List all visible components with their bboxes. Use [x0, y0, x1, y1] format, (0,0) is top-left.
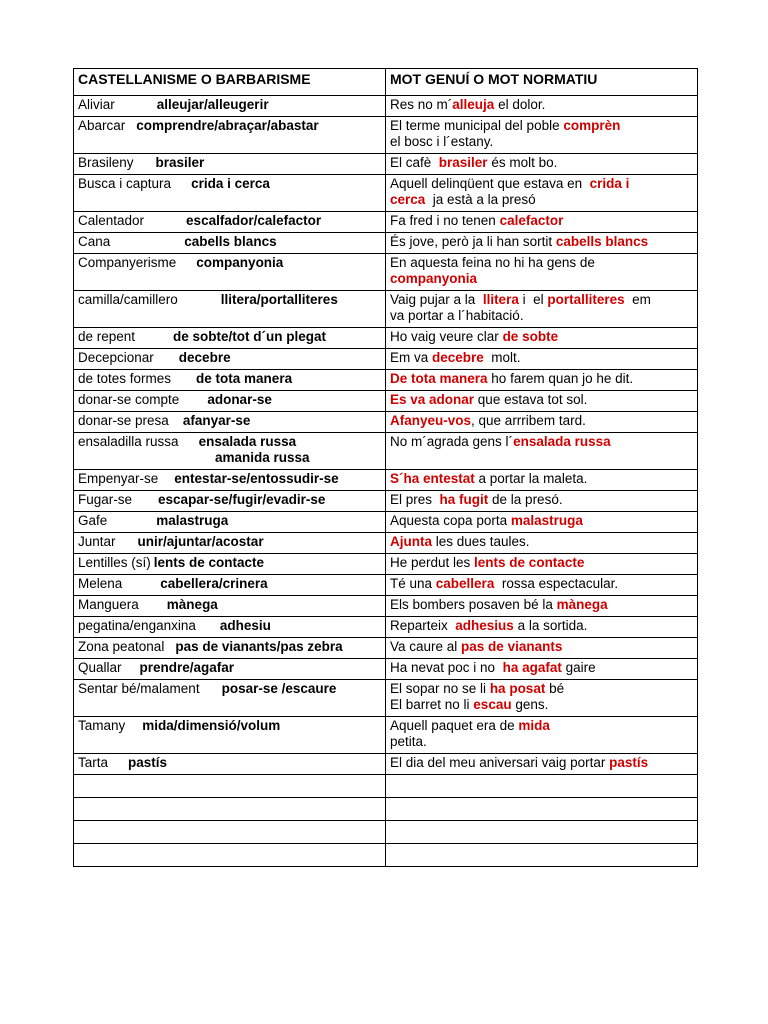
barbarism-cell — [74, 717, 386, 754]
barbarism-word: Empenyar-se — [78, 471, 159, 486]
barbarism-cell — [74, 554, 386, 575]
empty-cell — [386, 775, 698, 798]
example-text: gens. — [511, 697, 549, 712]
table-row — [74, 533, 698, 554]
table-row — [74, 349, 698, 370]
normative-term-alt: amanida russa — [215, 450, 310, 465]
empty-row — [74, 775, 698, 798]
example-text: Res no m´ — [390, 97, 453, 112]
empty-cell — [74, 844, 386, 867]
table-row — [74, 470, 698, 491]
highlighted-word: mida — [518, 718, 550, 733]
normative-term: lents de contacte — [153, 555, 265, 570]
normative-term: llitera/portalliteres — [220, 292, 338, 307]
barbarism-word: Zona peatonal — [78, 639, 165, 654]
example-text: molt. — [483, 350, 521, 365]
barbarism-word: de repent — [78, 329, 136, 344]
example-text: El dia del meu aniversari vaig portar — [390, 755, 610, 770]
example-cell — [386, 254, 698, 291]
barbarism-cell — [74, 470, 386, 491]
barbarism-word: donar-se compte — [78, 392, 180, 407]
table-row — [74, 254, 698, 291]
barbarism-word: de totes formes — [78, 371, 172, 386]
highlighted-word: crida i — [589, 176, 630, 191]
highlighted-word: cerca — [390, 192, 426, 207]
highlighted-word: lents de contacte — [474, 555, 585, 570]
barbarism-cell — [74, 512, 386, 533]
example-cell — [386, 659, 698, 680]
example-cell — [386, 233, 698, 254]
normative-term: entestar-se/entossudir-se — [174, 471, 339, 486]
example-text: petita. — [390, 734, 427, 749]
empty-cell — [386, 821, 698, 844]
barbarism-cell — [74, 370, 386, 391]
example-cell — [386, 617, 698, 638]
table-row — [74, 554, 698, 575]
normative-term: de tota manera — [196, 371, 293, 386]
highlighted-word: llitera — [482, 292, 519, 307]
barbarism-cell — [74, 233, 386, 254]
barbarism-cell — [74, 291, 386, 328]
example-text: de la presó. — [488, 492, 563, 507]
highlighted-word: mànega — [556, 597, 608, 612]
example-text: Fa fred i no tenen — [390, 213, 500, 228]
empty-row — [74, 844, 698, 867]
barbarism-word: Aliviar — [78, 97, 115, 112]
highlighted-word: Afanyeu-vos — [390, 413, 472, 428]
normative-term: brasiler — [155, 155, 205, 170]
table-row — [74, 154, 698, 175]
highlighted-word: cabells blancs — [555, 234, 649, 249]
example-text: bé — [545, 681, 565, 696]
example-text: a la sortida. — [513, 618, 588, 633]
example-cell — [386, 596, 698, 617]
example-cell — [386, 117, 698, 154]
example-cell — [386, 212, 698, 233]
example-cell — [386, 680, 698, 717]
normative-term: escalfador/calefactor — [186, 213, 322, 228]
barbarism-word: Tarta — [78, 755, 109, 770]
example-text: i el — [518, 292, 548, 307]
highlighted-word: cabellera — [435, 576, 495, 591]
barbarism-cell — [74, 117, 386, 154]
barbarism-word: Gafe — [78, 513, 108, 528]
example-text: ja està a la presó — [425, 192, 536, 207]
barbarism-word: Tamany — [78, 718, 126, 733]
barbarism-word: ensaladilla russa — [78, 434, 179, 449]
barbarism-cell — [74, 533, 386, 554]
barbarism-cell — [74, 754, 386, 775]
barbarism-cell — [74, 328, 386, 349]
barbarism-word: donar-se presa — [78, 413, 169, 428]
example-text: En aquesta feina no hi ha gens de — [390, 255, 595, 270]
example-text: va portar a l´habitació. — [390, 308, 524, 323]
barbarism-word: pegatina/enganxina — [78, 618, 196, 633]
example-cell — [386, 175, 698, 212]
table-row — [74, 212, 698, 233]
example-text: El barret no li — [390, 697, 474, 712]
example-text: el dolor. — [494, 97, 546, 112]
example-text: El pres — [390, 492, 440, 507]
barbarism-cell — [74, 349, 386, 370]
empty-cell — [386, 798, 698, 821]
barbarism-cell — [74, 680, 386, 717]
empty-cell — [74, 821, 386, 844]
example-text: que estava tot sol. — [474, 392, 588, 407]
barbarism-word: Manguera — [78, 597, 139, 612]
highlighted-word: brasiler — [438, 155, 488, 170]
normative-term: posar-se /escaure — [221, 681, 337, 696]
table-row — [74, 117, 698, 154]
example-cell — [386, 575, 698, 596]
normative-term: escapar-se/fugir/evadir-se — [158, 492, 326, 507]
table-row — [74, 680, 698, 717]
barbarism-word: Companyerisme — [78, 255, 177, 270]
example-text: , que arrribem tard. — [471, 413, 586, 428]
table-row — [74, 412, 698, 433]
normative-term: pastís — [128, 755, 168, 770]
highlighted-word: pastís — [609, 755, 649, 770]
example-cell — [386, 391, 698, 412]
empty-cell — [74, 775, 386, 798]
highlighted-word: ha posat — [489, 681, 546, 696]
example-cell — [386, 328, 698, 349]
example-text: les dues taules. — [432, 534, 530, 549]
barbarism-cell — [74, 391, 386, 412]
table-row — [74, 370, 698, 391]
barbarism-word: Decepcionar — [78, 350, 154, 365]
empty-cell — [386, 844, 698, 867]
empty-cell — [74, 798, 386, 821]
barbarism-word: camilla/camillero — [78, 292, 178, 307]
table-row — [74, 617, 698, 638]
normative-term: prendre/agafar — [139, 660, 235, 675]
example-text: a portar la maleta. — [474, 471, 588, 486]
highlighted-word: escau — [473, 697, 512, 712]
normative-term: adonar-se — [207, 392, 272, 407]
example-cell — [386, 638, 698, 659]
table-row — [74, 291, 698, 328]
table-row — [74, 433, 698, 470]
example-text: El cafè — [390, 155, 439, 170]
highlighted-word: ha agafat — [502, 660, 562, 675]
normative-term: cabellera/crinera — [160, 576, 268, 591]
normative-term: unir/ajuntar/acostar — [137, 534, 264, 549]
example-cell — [386, 533, 698, 554]
barbarism-cell — [74, 154, 386, 175]
barbarism-word: Cana — [78, 234, 111, 249]
normative-term: ensalada russa — [198, 434, 297, 449]
example-cell — [386, 512, 698, 533]
example-cell — [386, 412, 698, 433]
highlighted-word: adhesius — [455, 618, 514, 633]
example-text: Els bombers posaven bé la — [390, 597, 557, 612]
empty-row — [74, 798, 698, 821]
table-row — [74, 328, 698, 349]
barbarism-cell — [74, 212, 386, 233]
example-text: Aquesta copa porta — [390, 513, 511, 528]
table-row — [74, 233, 698, 254]
barbarism-word: Lentilles (sí) — [78, 555, 151, 570]
table-row — [74, 596, 698, 617]
highlighted-word: companyonia — [390, 271, 478, 286]
highlighted-word: calefactor — [499, 213, 564, 228]
table-row — [74, 512, 698, 533]
example-cell — [386, 433, 698, 470]
example-cell — [386, 96, 698, 117]
empty-row — [74, 821, 698, 844]
example-text: He perdut les — [390, 555, 475, 570]
highlighted-word: de sobte — [502, 329, 559, 344]
highlighted-word: decebre — [432, 350, 484, 365]
highlighted-word: comprèn — [563, 118, 621, 133]
highlighted-word: Ajunta — [390, 534, 432, 549]
normative-term: cabells blancs — [184, 234, 277, 249]
barbarism-cell — [74, 491, 386, 512]
normative-term: comprendre/abraçar/abastar — [136, 118, 319, 133]
highlighted-word: pas de vianants — [461, 639, 563, 654]
example-cell — [386, 754, 698, 775]
barbarism-word: Melena — [78, 576, 123, 591]
example-text: Vaig pujar a la — [390, 292, 483, 307]
table-row — [74, 96, 698, 117]
table-row — [74, 638, 698, 659]
example-cell — [386, 370, 698, 391]
table-row — [74, 175, 698, 212]
example-text: Aquell delinqüent que estava en — [390, 176, 590, 191]
barbarism-cell — [74, 659, 386, 680]
barbarism-word: Busca i captura — [78, 176, 172, 191]
example-text: Aquell paquet era de — [390, 718, 519, 733]
table-row — [74, 575, 698, 596]
barbarism-cell — [74, 638, 386, 659]
normative-term: crida i cerca — [191, 176, 270, 191]
normative-term: decebre — [178, 350, 231, 365]
example-text: em — [624, 292, 651, 307]
example-cell — [386, 154, 698, 175]
normative-term: companyonia — [196, 255, 284, 270]
table-body — [74, 96, 698, 867]
table-row — [74, 717, 698, 754]
example-text: rossa espectacular. — [494, 576, 619, 591]
normative-term: de sobte/tot d´un plegat — [173, 329, 327, 344]
example-text: Em va — [390, 350, 433, 365]
barbarism-cell — [74, 575, 386, 596]
highlighted-word: malastruga — [510, 513, 583, 528]
normative-term: alleujar/alleugerir — [156, 97, 269, 112]
highlighted-word: ensalada russa — [513, 434, 611, 449]
vocabulary-table — [73, 68, 698, 867]
table-row — [74, 659, 698, 680]
table-row — [74, 754, 698, 775]
example-cell — [386, 349, 698, 370]
example-text: és molt bo. — [487, 155, 558, 170]
highlighted-word: S´ha entestat — [390, 471, 475, 486]
example-text: Té una — [390, 576, 436, 591]
highlighted-word: Es va adonar — [390, 392, 475, 407]
barbarism-word: Abarcar — [78, 118, 126, 133]
barbarism-cell — [74, 412, 386, 433]
example-cell — [386, 554, 698, 575]
example-text: Va caure al — [390, 639, 462, 654]
normative-term: pas de vianants/pas zebra — [175, 639, 343, 654]
example-text: Ha nevat poc i no — [390, 660, 503, 675]
example-text: ho farem quan jo he dit. — [487, 371, 634, 386]
example-text: Ho vaig veure clar — [390, 329, 503, 344]
barbarism-cell — [74, 96, 386, 117]
example-text: És jove, però ja li han sortit — [390, 234, 556, 249]
normative-term: mida/dimensió/volum — [142, 718, 281, 733]
example-cell — [386, 291, 698, 328]
example-cell — [386, 470, 698, 491]
example-cell — [386, 491, 698, 512]
normative-term: adhesiu — [219, 618, 271, 633]
highlighted-word: alleuja — [452, 97, 495, 112]
highlighted-word: De tota manera — [390, 371, 488, 386]
table-row — [74, 491, 698, 512]
highlighted-word: ha fugit — [439, 492, 489, 507]
normative-term: mànega — [166, 597, 218, 612]
barbarism-cell — [74, 254, 386, 291]
example-text: Reparteix — [390, 618, 456, 633]
highlighted-word: portalliteres — [547, 292, 625, 307]
table-row — [74, 391, 698, 412]
example-text: gaire — [561, 660, 596, 675]
barbarism-word: Juntar — [78, 534, 116, 549]
example-text: El terme municipal del poble — [390, 118, 564, 133]
barbarism-word: Brasileny — [78, 155, 134, 170]
barbarism-cell — [74, 596, 386, 617]
example-text: El sopar no se li — [390, 681, 490, 696]
barbarism-word: Fugar-se — [78, 492, 133, 507]
normative-term: afanyar-se — [182, 413, 251, 428]
example-text: No m´agrada gens l´ — [390, 434, 514, 449]
normative-term: malastruga — [156, 513, 229, 528]
barbarism-cell — [74, 433, 386, 470]
header-row — [74, 69, 698, 96]
header-mot-normatiu: MOT GENUÍ O MOT NORMATIU — [386, 69, 698, 96]
header-castellanisme: CASTELLANISME O BARBARISME — [74, 69, 386, 96]
barbarism-cell — [74, 175, 386, 212]
barbarism-word: Sentar bé/malament — [78, 681, 200, 696]
example-cell — [386, 717, 698, 754]
barbarism-word: Calentador — [78, 213, 145, 228]
barbarism-word: Quallar — [78, 660, 122, 675]
example-text: el bosc i l´estany. — [390, 134, 494, 149]
barbarism-cell — [74, 617, 386, 638]
